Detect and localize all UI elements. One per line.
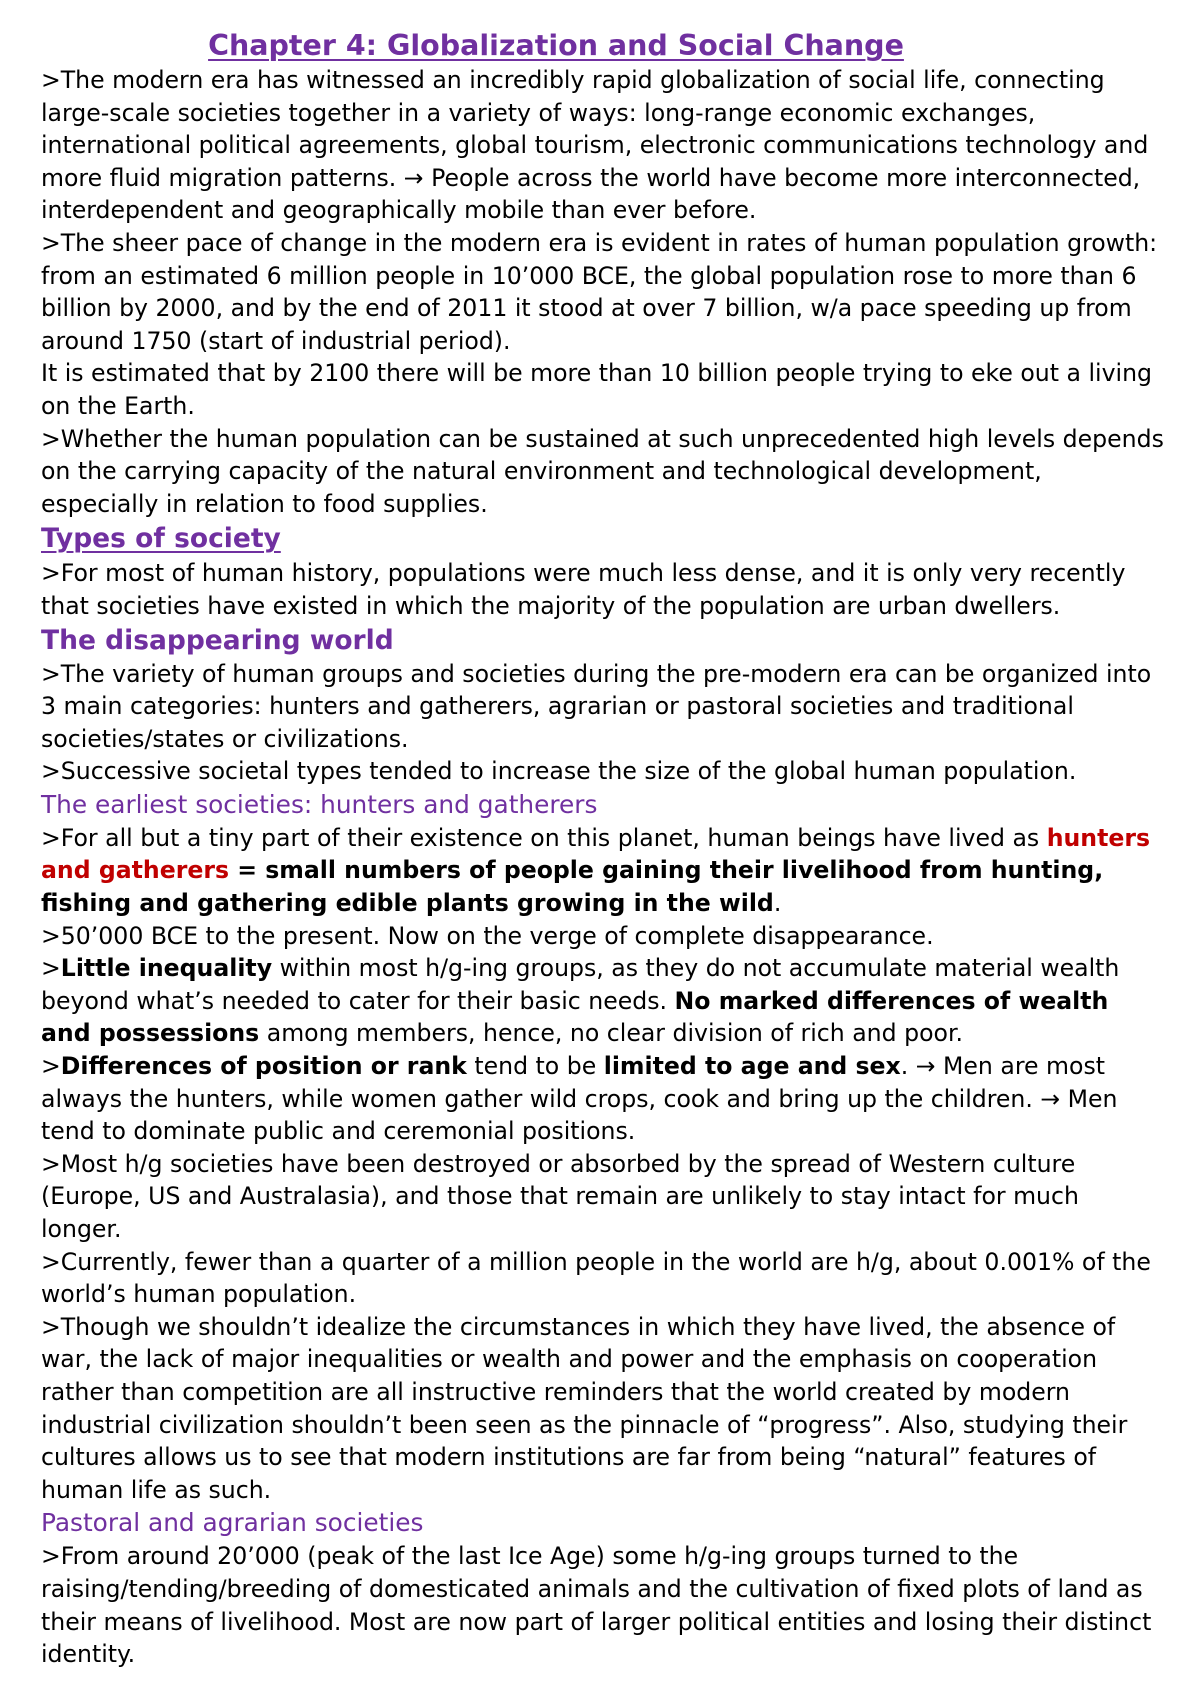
definition-hunters-and-gatherers: = small numbers of people gaining their livelihood from hunting, fishing and gathering edible plants growing in the wild [41, 856, 1104, 918]
chapter-title: Chapter 4: Globalization and Social Change [208, 29, 904, 62]
earliest-p3-bold-2: No marked differences of wealth and possessions [41, 986, 1109, 1048]
earliest-p1-text: >For all but a tiny part of their existence on this planet, human beings have lived as [41, 823, 1047, 852]
earliest-paragraph-5: >Most h/g societies have been destroyed or absorbed by the spread of Western culture (Europe, US and Australasia), and those that remain are unlikely to stay intact for much longer. [41, 1149, 1079, 1243]
intro-paragraph-2: >The sheer pace of change in the modern era is evident in rates of human population growth: from an estimated 6 million people in 10’000 BCE, the global population rose to more than 6 billion by 2000, and by the end of 2011 it stood at over 7 billion, w/a pace speeding up from around 1750 (start of industrial period). [41, 228, 1158, 355]
earliest-p3-end: among members, hence, no clear division of rich and poor. [259, 1019, 963, 1048]
earliest-paragraph-6: >Currently, fewer than a quarter of a million people in the world are h/g, about 0.001% of the world’s human population. [41, 1247, 1151, 1309]
earliest-paragraph-7: >Though we shouldn’t idealize the circumstances in which they have lived, the absence of war, the lack of major inequalities or wealth and power and the emphasis on cooperation rather than competition are all instructive reminders that the world created by modern industrial civilization shouldn’t been seen as the pinnacle of “progress”. Also, studying their cultures allows us to see that modern institutions are far from being “natural” features of human life as such. [41, 1312, 1128, 1504]
earliest-p4-bold-2: limited to age and sex [603, 1052, 901, 1081]
intro-paragraph-3: It is estimated that by 2100 there will be more than 10 billion people trying to eke out a living on the Earth. [41, 359, 1153, 420]
earliest-paragraph-3 [41, 952, 1166, 1050]
earliest-p4-mid: tend to be [466, 1052, 604, 1081]
intro-paragraph-4: >Whether the human population can be sustained at such unprecedented high levels depends on the carrying capacity of the natural environment and technological development, especially in relation to food supplies. [41, 424, 1164, 518]
heading-types-of-society: Types of society [41, 523, 281, 555]
intro-paragraph-1: >The modern era has witnessed an incredibly rapid globalization of social life, connecting large-scale societies together in a variety of ways: long-range economic exchanges, international political agreements, global tourism, electronic communications technology and more fluid migration patterns. → People across the world have become more interconnected, interdependent and geographically mobile than ever before. [41, 66, 1149, 225]
earliest-p4-lead: > [41, 1052, 61, 1081]
earliest-p3-mid: within most h/g-ing groups, as they do not accumulate material wealth beyond what’s needed to cater for their basic needs. [41, 954, 1120, 1015]
earliest-p1-end: . [773, 889, 782, 918]
heading-disappearing-world: The disappearing world [41, 624, 394, 656]
earliest-paragraph-1 [41, 822, 1166, 920]
earliest-p4-end: . → Men are most always the hunters, while women gather wild crops, cook and bring up the children. → Men tend to dominate public and ceremonial positions. [41, 1052, 1118, 1146]
earliest-paragraph-4 [41, 1050, 1166, 1148]
earliest-p3-lead: > [41, 954, 61, 983]
document-page [41, 28, 1166, 1671]
disappearing-paragraph-2: >Successive societal types tended to increase the size of the global human population. [41, 757, 1077, 786]
term-hunters-and-gatherers: hunters and gatherers [41, 823, 1151, 885]
earliest-p4-bold-1: Differences of position or rank [60, 1052, 467, 1081]
heading-earliest-societies: The earliest societies: hunters and gatherers [41, 789, 598, 819]
earliest-paragraph-2: >50’000 BCE to the present. Now on the verge of complete disappearance. [41, 921, 934, 950]
pastoral-paragraph-1: >From around 20’000 (peak of the last Ice Age) some h/g-ing groups turned to the raising/tending/breeding of domesticated animals and the cultivation of fixed plots of land as their means of livelihood. Most are now part of larger political entities and losing their distinct identity. [41, 1542, 1152, 1669]
heading-pastoral-agrarian: Pastoral and agrarian societies [41, 1508, 424, 1538]
disappearing-paragraph-1: >The variety of human groups and societies during the pre-modern era can be organized into 3 main categories: hunters and gatherers, agrarian or pastoral societies and traditional societies/states or civilizations. [41, 659, 1152, 753]
earliest-p3-bold-1: Little inequality [60, 954, 273, 983]
types-paragraph-1: >For most of human history, populations were much less dense, and it is only very recently that societies have existed in which the majority of the population are urban dwellers. [41, 559, 1126, 620]
